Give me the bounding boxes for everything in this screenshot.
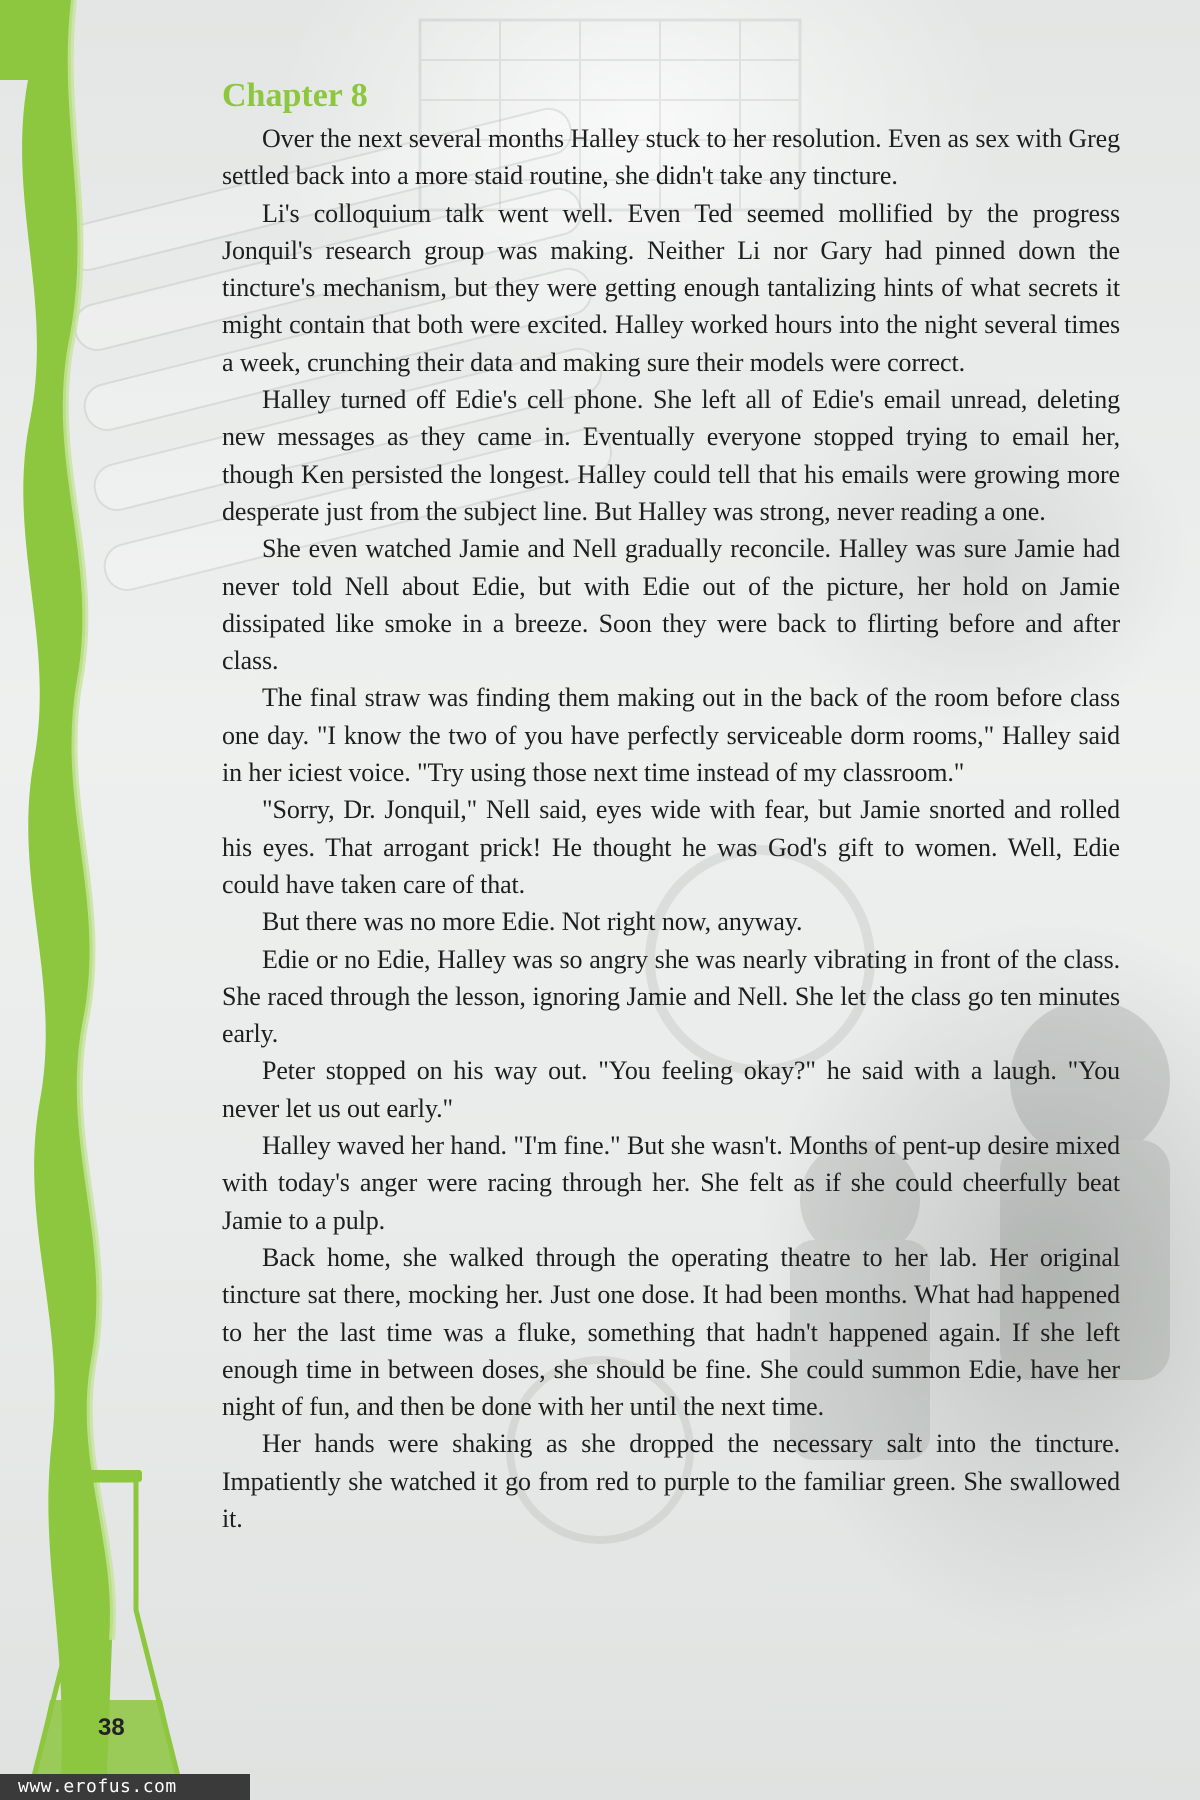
decorative-green-ribbon <box>0 0 113 1800</box>
chapter-title: Chapter 8 <box>222 77 368 114</box>
paragraph: Halley waved her hand. "I'm fine." But she wasn't. Months of pent-up desire mixed with today's anger were racing through her. She felt as if she could cheerfully beat Jamie to a pulp. <box>222 1131 1120 1235</box>
page-number: 38 <box>98 1714 125 1741</box>
paragraph: Edie or no Edie, Halley was so angry she was nearly vibrating in front of the class. She raced through the lesson, ignoring Jamie and Nell. She let the class go ten minutes early. <box>222 944 1120 1049</box>
paragraph: She even watched Jamie and Nell gradually reconcile. Halley was sure Jamie had never told Nell about Edie, but with Edie out of the picture, her hold on Jamie dissipated like smoke in a breeze. Soon they were back to flirting before and after class. <box>222 534 1120 676</box>
paragraph: Peter stopped on his way out. "You feeling okay?" he said with a laugh. "You never let us out early." <box>222 1056 1120 1123</box>
paragraph: "Sorry, Dr. Jonquil," Nell said, eyes wide with fear, but Jamie snorted and rolled his eyes. That arrogant prick! He thought he was God's gift to women. Well, Edie could have taken care of that. <box>222 795 1120 899</box>
paragraph: The final straw was finding them making out in the back of the room before class one day. "I know the two of you have perfectly serviceable dorm rooms," Halley said in her iciest voice. "Try using those next time instead of my classroom." <box>222 683 1120 788</box>
paragraph: Her hands were shaking as she dropped the necessary salt into the tincture. Impatiently she watched it go from red to purple to the familiar green. She swallowed it. <box>222 1429 1120 1533</box>
site-watermark: www.erofus.com <box>0 1774 250 1800</box>
paragraph: Over the next several months Halley stuck to her resolution. Even as sex with Greg settled back into a more staid routine, she didn't take any tincture. <box>222 124 1120 191</box>
paragraph: Li's colloquium talk went well. Even Ted seemed mollified by the progress Jonquil's research group was making. Neither Li nor Gary had pinned down the tincture's mechanism, but they were getting enough tantalizing hints of what secrets it might contain that both were excited. Halley worked hours into the night several times a week, crunching their data and making sure their models were correct. <box>222 198 1120 377</box>
paragraph: But there was no more Edie. Not right now, anyway. <box>262 907 803 937</box>
paragraph: Back home, she walked through the operating theatre to her lab. Her original tincture sat there, mocking her. Just one dose. It had been months. What had happened to her the last time was a fluke, something that hadn't happened again. If she left enough time in between doses, she should be fine. She could summon Edie, have her night of fun, and then be done with her until the next time. <box>222 1242 1120 1422</box>
chapter-text <box>222 74 1120 1537</box>
paragraph: Halley turned off Edie's cell phone. She left all of Edie's email unread, deleting new messages as they came in. Eventually everyone stopped trying to email her, though Ken persisted the longest. Halley could tell that his emails were growing more desperate just from the subject line. But Halley was strong, never reading a one. <box>222 385 1120 526</box>
